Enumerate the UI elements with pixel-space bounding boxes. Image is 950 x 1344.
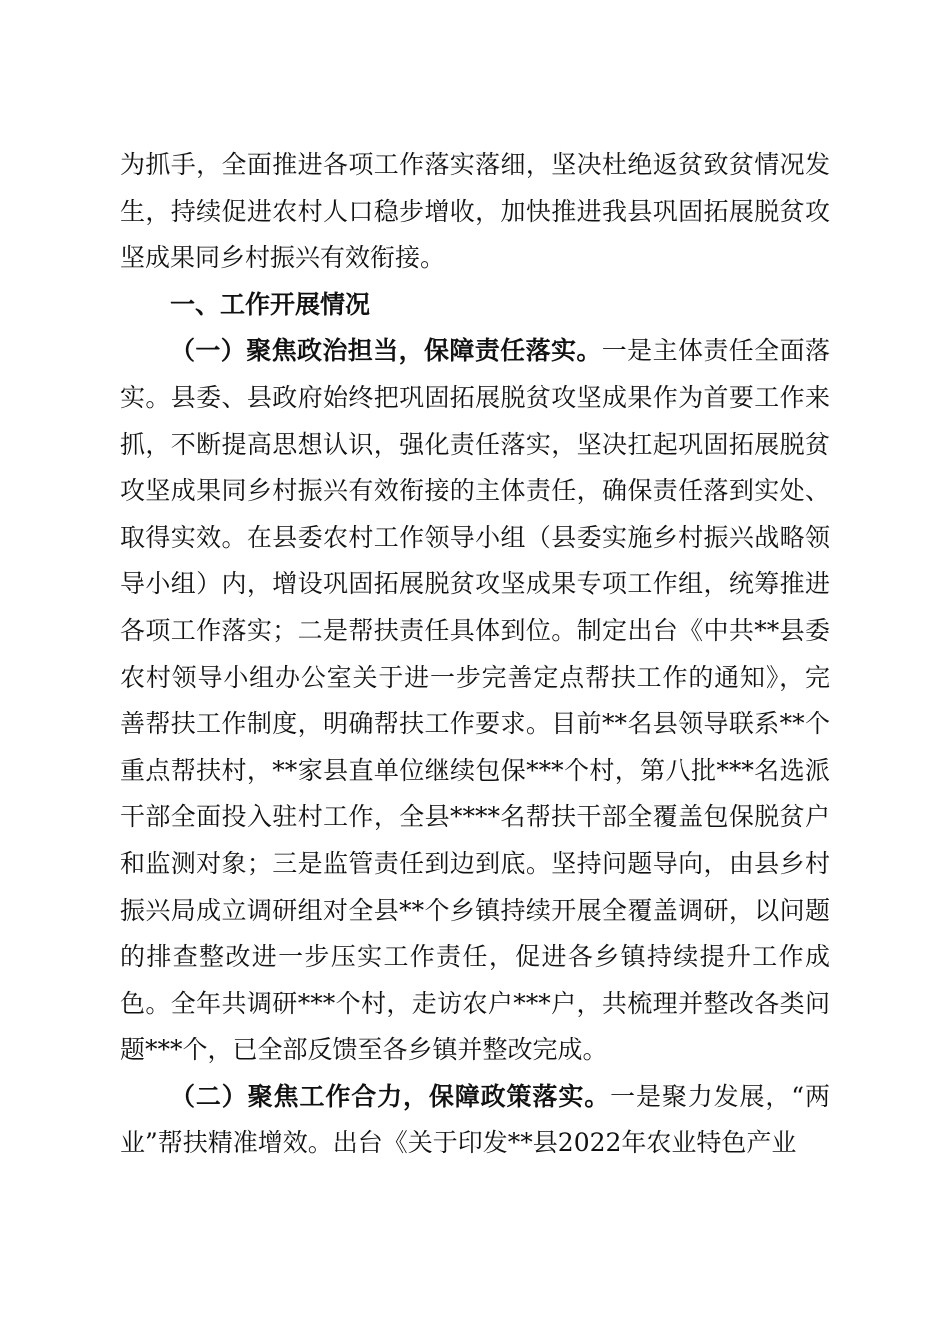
paragraph-2-lead: （二）聚焦工作合力，保障政策落实。 [170, 1081, 611, 1111]
paragraph-2 [120, 1074, 830, 1167]
document-page [120, 142, 830, 1167]
intro-paragraph: 为抓手，全面推进各项工作落实落细，坚决杜绝返贫致贫情况发生，持续促进农村人口稳步增收，加快推进我县巩固拓展脱贫攻坚成果同乡村振兴有效衔接。 [120, 150, 830, 273]
section-heading: 一、工作开展情况 [170, 289, 371, 319]
paragraph-1-lead: （一）聚焦政治担当，保障责任落实。 [170, 336, 602, 366]
paragraph-1 [120, 328, 830, 1074]
paragraph-1-body: 一是主体责任全面落实。县委、县政府始终把巩固拓展脱贫攻坚成果作为首要工作来抓，不断提高思想认识，强化责任落实，坚决扛起巩固拓展脱贫攻坚成果同乡村振兴有效衔接的主体责任，确保责任落到实处、取得实效。在县委农村工作领导小组（县委实施乡村振兴战略领导小组）内，增设巩固拓展脱贫攻坚成果专项工作组，统筹推进各项工作落实；二是帮扶责任具体到位。制定出台《中共**县委农村领导小组办公室关于进一步完善定点帮扶工作的通知》，完善帮扶工作制度，明确帮扶工作要求。目前**名县领导联系**个重点帮扶村，**家县直单位继续包保***个村，第八批***名选派干部全面投入驻村工作，全县****名帮扶干部全覆盖包保脱贫户和监测对象；三是监管责任到边到底。坚持问题导向，由县乡村振兴局成立调研组对全县**个乡镇持续开展全覆盖调研，以问题的排查整改进一步压实工作责任，促进各乡镇持续提升工作成色。全年共调研***个村，走访农户***户，共梳理并整改各类问题***个，已全部反馈至各乡镇并整改完成。 [120, 336, 830, 1065]
paragraph-2-body: 一是聚力发展，“两业”帮扶精准增效。出台《关于印发**县2022年农业特色产业 [120, 1081, 830, 1158]
